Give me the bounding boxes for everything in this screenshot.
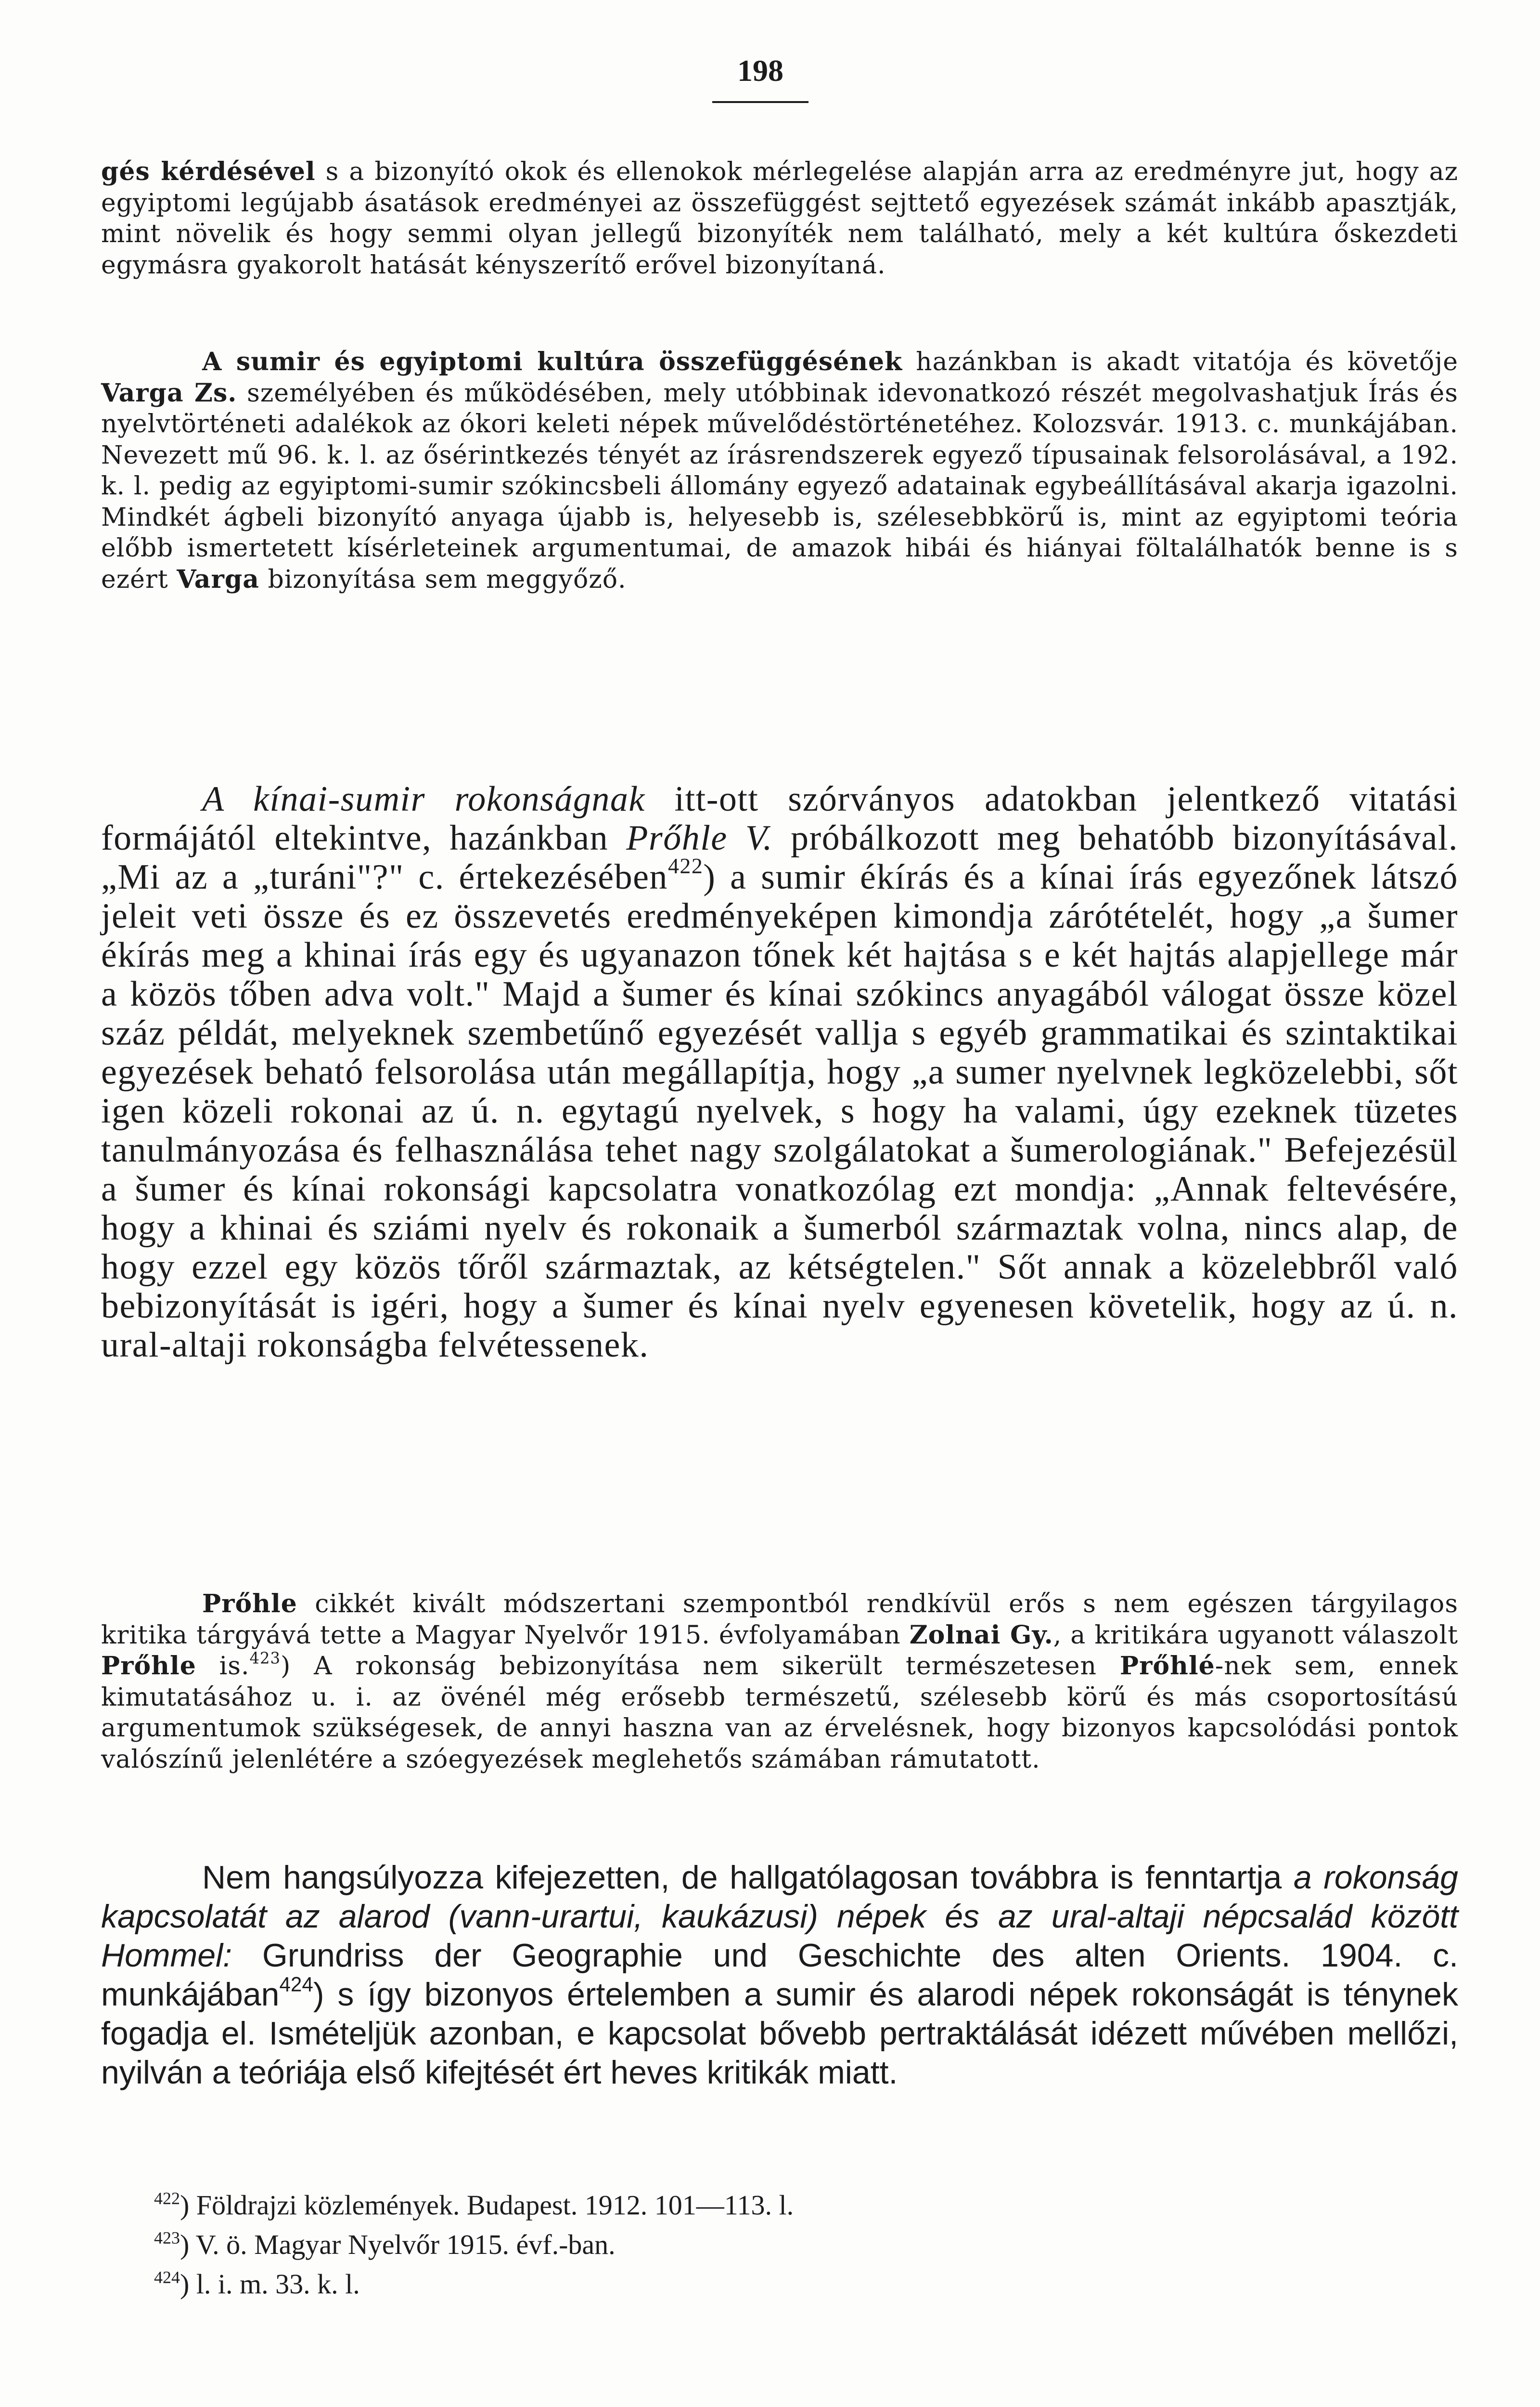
- footnote-ref-424: 424: [279, 1973, 313, 1996]
- author-prohle-2: Prőhle: [101, 1651, 196, 1681]
- footnote-text: ) Földrajzi közlemények. Budapest. 1912. 101—113. l.: [180, 2189, 794, 2221]
- paragraph-3-text-b: próbálkozott meg behatóbb bizonyításával. „Mi az a „turáni"?" c. értekezésében: [101, 818, 1458, 897]
- page-number-underline: [712, 101, 808, 103]
- paragraph-4-text-a: cikkét kivált módszertani szempontból rendkívül erős s nem egészen tárgyilagos kritika tárgyává tette a Magyar Nyelvőr 1915. évfolyamában: [101, 1590, 1458, 1650]
- paragraph-5-italic: a rokonság kapcsolatát az alarod (vann-urartui, kaukázusi) népek és az ural-altaji népcsalád között Hommel:: [101, 1859, 1459, 1974]
- footnote-number: 424: [154, 2267, 180, 2287]
- paragraph-4-lead: Prőhle: [202, 1589, 297, 1618]
- paragraph-3-lead: A kínai-sumir rokonságnak: [202, 779, 645, 819]
- footnote-number: 423: [154, 2228, 180, 2248]
- paragraph-5-text-b: Grundriss der Geographie und Geschichte des alten Orients. 1904. c. munkájában: [101, 1937, 1458, 2013]
- paragraph-2-text-b: személyében és működésében, mely utóbbinak idevonatkozó részét megolvashatjuk Írás és nyelvtörténeti adalékok az ókori keleti népek művelődéstörténetéhez. Kolozsvár. 1913. c. munkájában. Nevezett mű 96. k. l. az ősérintkezés tényét az írásrendszerek egyező típusainak felsorolásával, a 192. k. l. pedig az egyiptomi-sumir szókincsbeli állomány egyező adatainak egybeállításával akarja igazolni. Mindkét ágbeli bizonyító anyaga újabb is, helyesebb is, szélesebbkörű is, mint az egyiptomi teória előbb ismertetett kísérleteinek argumentumai, de amazok hibái és hiányai föltalálhatók benne is s ezért: [101, 378, 1458, 594]
- footnote-number: 422: [154, 2188, 180, 2208]
- author-zolnai: Zolnai Gy.: [909, 1620, 1053, 1650]
- paragraph-3-text-a: itt-ott szórványos adatokban jelentkező vitatási formájától eltekintve, hazánkban: [101, 779, 1458, 858]
- footnote-424: [154, 2265, 1405, 2304]
- paragraph-2: [101, 347, 1458, 595]
- paragraph-1: [101, 156, 1458, 281]
- footnote-ref-422: 422: [667, 853, 704, 878]
- paragraph-1-text: s a bizonyító okok és ellenokok mérlegelése alapján arra az eredményre jut, hogy az egyiptomi legújabb ásatások eredményei az összefüggést sejttető egyezések számát inkább apasztják, mint növelik és hogy semmi olyan jellegű bizonyíték nem található, mely a két kultúra őskezdeti egymásra gyakorolt hatását kényszerítő erővel bizonyítaná.: [101, 157, 1458, 280]
- author-prohle-3: Prőhlé: [1119, 1651, 1215, 1681]
- author-prohle: Prőhle V.: [626, 818, 773, 858]
- paragraph-4-text-e: -nek sem, ennek kimutatásához u. i. az övénél még erősebb természetű, szélesebb körű és más csoportosítású argumentumok szükségesek, de annyi haszna van az érvelésnek, hogy bizonyos kapcsolódási pontok valószínű jelenlétére a szóegyezések meglehetős számában rámutatott.: [101, 1652, 1458, 1774]
- paragraph-4-text-b: , a kritikára ugyanott válaszolt: [1053, 1620, 1458, 1650]
- paragraph-4: [101, 1589, 1458, 1775]
- footnotes: [154, 2186, 1405, 2304]
- footnote-423: [154, 2225, 1405, 2265]
- paragraph-4-text-d: ) A rokonság bebizonyítása nem sikerült természetesen: [281, 1652, 1120, 1681]
- author-varga-2: Varga: [177, 564, 259, 594]
- page-number: 198: [737, 53, 783, 88]
- paragraph-3-text-c: ) a sumir ékírás és a kínai írás egyezőnek látszó jeleit veti össze és ez összevetés eredményeképen kimondja zárótételét, hogy „a šumer ékírás meg a khinai írás egy és ugyanazon tőnek két hajtása s e két hajtás alapjellege már a közös tőben adva volt." Majd a šumer és kínai szókincs anyagából válogat össze közel száz példát, melyeknek szembetűnő egyezését vallja s egyéb grammatikai és szintaktikai egyezések beható felsorolása után megállapítja, hogy „a sumer nyelvnek legközelebbi, sőt igen közeli rokonai az ú. n. egytagú nyelvek, s hogy ha valami, úgy ezeknek tüzetes tanulmányozása és felhasználása tehet nagy szolgálatokat a šumerologiának." Befejezésül a šumer és kínai rokonsági kapcsolatra vonatkozólag ezt mondja: „Annak feltevésére, hogy a khinai és sziámi nyelv és rokonaik a šumerból származtak volna, nincs alap, de hogy ezzel egy közös tőről származtak, az kétségtelen." Sőt annak a közelebbről való bebizonyítását is igéri, hogy a šumer és kínai nyelv egyenesen követelik, hogy az ú. n. ural-altaji rokonságba felvétessenek.: [101, 857, 1458, 1365]
- paragraph-3: [101, 780, 1458, 1365]
- paragraph-2-text-a: hazánkban is akadt vitatója és követője: [902, 348, 1458, 376]
- paragraph-5-text-a: Nem hangsúlyozza kifejezetten, de hallgatólagosan továbbra is fenntartja: [202, 1859, 1294, 1896]
- paragraph-2-text-c: bizonyítása sem meggyőző.: [259, 565, 627, 594]
- paragraph-1-lead: gés kérdésével: [101, 157, 316, 186]
- author-varga: Varga Zs.: [101, 378, 237, 408]
- paragraph-4-text-c: is.: [196, 1652, 250, 1681]
- footnote-text: ) V. ö. Magyar Nyelvőr 1915. évf.-ban.: [180, 2229, 616, 2260]
- footnote-422: [154, 2186, 1405, 2225]
- paragraph-5: [101, 1858, 1458, 2092]
- paragraph-2-heading: A sumir és egyiptomi kultúra összefüggésének: [202, 347, 903, 376]
- paragraph-5-text-c: ) s így bizonyos értelemben a sumir és alarodi népek rokonságát is ténynek fogadja el. Ismételjük azonban, e kapcsolat bővebb pertraktálását idézett művében mellőzi, nyilván a teóriája első kifejtését ért heves kritikák miatt.: [101, 1976, 1458, 2091]
- footnote-ref-423: 423: [249, 1649, 281, 1668]
- footnote-text: ) l. i. m. 33. k. l.: [180, 2268, 360, 2300]
